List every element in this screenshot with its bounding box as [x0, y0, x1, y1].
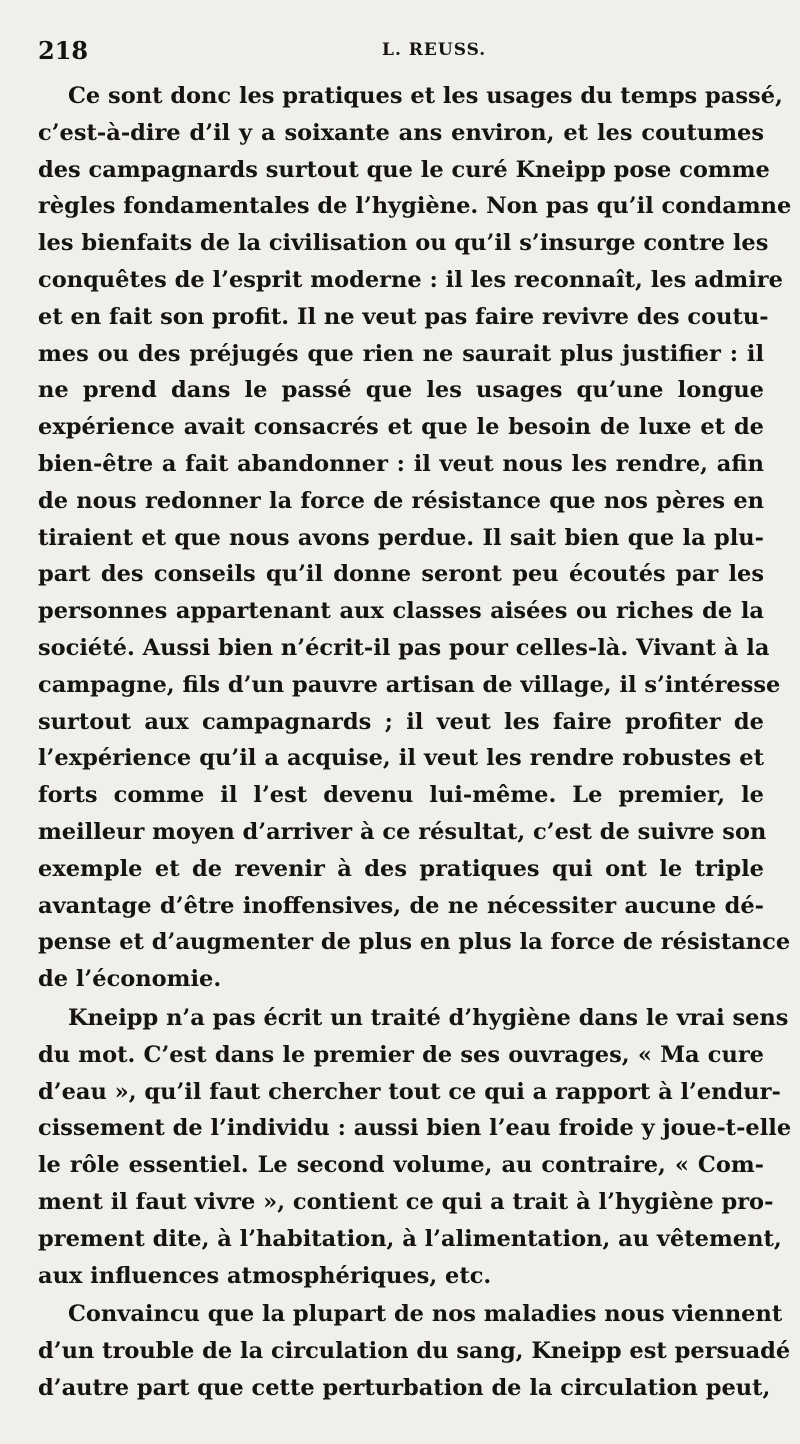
text-line: Convaincu que la plupart de nos maladies nous viennent: [68, 1301, 783, 1328]
text-line: pense et d’augmenter de plus en plus la force de résistance: [38, 929, 791, 956]
text-line: de l’économie.: [38, 966, 222, 993]
text-line: règles fondamentales de l’hygiène. Non pas qu’il condamne: [38, 193, 792, 220]
text-line: c’est-à-dire d’il y a soixante ans environ, et les coutumes: [38, 119, 764, 146]
text-line: forts comme il l’est devenu lui-même. Le premier, le: [38, 782, 764, 809]
text-line: conquêtes de l’esprit moderne : il les reconnaît, les admire: [38, 266, 783, 293]
text-line: du mot. C’est dans le premier de ses ouvrages, « Ma cure: [38, 1041, 764, 1068]
text-line: l’expérience qu’il a acquise, il veut les rendre robustes et: [38, 745, 764, 772]
paragraph-2: [38, 1000, 792, 1294]
text-line: campagne, fils d’un pauvre artisan de village, il s’intéresse: [38, 671, 781, 698]
text-line: d’autre part que cette perturbation de la circulation peut,: [38, 1374, 771, 1401]
text-line: exemple et de revenir à des pratiques qui ont le triple: [38, 855, 764, 882]
running-head: L. REUSS.: [382, 40, 487, 60]
text-line: bien-être a fait abandonner : il veut nous les rendre, afin: [38, 450, 764, 477]
text-line: les bienfaits de la civilisation ou qu’il s’insurge contre les: [38, 230, 769, 257]
text-line: meilleur moyen d’arriver à ce résultat, c’est de suivre son: [38, 818, 767, 845]
text-line: des campagnards surtout que le curé Kneipp pose comme: [38, 156, 770, 183]
text-line: avantage d’être inoffensives, de ne nécessiter aucune dé-: [38, 892, 764, 919]
text-line: expérience avait consacrés et que le besoin de luxe et de: [38, 414, 764, 441]
text-line: le rôle essentiel. Le second volume, au contraire, « Com-: [38, 1152, 764, 1179]
text-line: et en fait son profit. Il ne veut pas faire revivre des coutu-: [38, 303, 769, 330]
page-number: 218: [38, 36, 89, 65]
text-line: personnes appartenant aux classes aisées ou riches de la: [38, 598, 764, 625]
page-header: [38, 36, 760, 66]
paragraph-1: [38, 78, 792, 998]
text-line: tiraient et que nous avons perdue. Il sait bien que la plu-: [38, 524, 764, 551]
text-line: Ce sont donc les pratiques et les usages du temps passé,: [68, 83, 783, 109]
text-line: aux influences atmosphériques, etc.: [38, 1262, 492, 1289]
text-line: société. Aussi bien n’écrit-il pas pour celles-là. Vivant à la: [38, 634, 770, 661]
text-line: ne prend dans le passé que les usages qu’une longue: [38, 377, 764, 404]
text-line: prement dite, à l’habitation, à l’alimentation, au vêtement,: [38, 1225, 782, 1252]
text-line: part des conseils qu’il donne seront peu écoutés par les: [38, 561, 764, 588]
text-line: d’eau », qu’il faut chercher tout ce qui a rapport à l’endur-: [38, 1078, 781, 1105]
text-line: cissement de l’individu : aussi bien l’eau froide y joue-t-elle: [38, 1115, 792, 1142]
body-text: [38, 78, 792, 1407]
text-line: mes ou des préjugés que rien ne saurait plus justifier : il: [38, 340, 764, 367]
text-line: ment il faut vivre », contient ce qui a trait à l’hygiène pro-: [38, 1188, 774, 1215]
text-line: Kneipp n’a pas écrit un traité d’hygiène dans le vrai sens: [68, 1004, 789, 1031]
text-line: de nous redonner la force de résistance que nos pères en: [38, 487, 764, 514]
text-line: d’un trouble de la circulation du sang, Kneipp est persuadé: [38, 1338, 791, 1365]
text-line: surtout aux campagnards ; il veut les faire profiter de: [38, 708, 764, 735]
paragraph-3: [38, 1296, 791, 1406]
